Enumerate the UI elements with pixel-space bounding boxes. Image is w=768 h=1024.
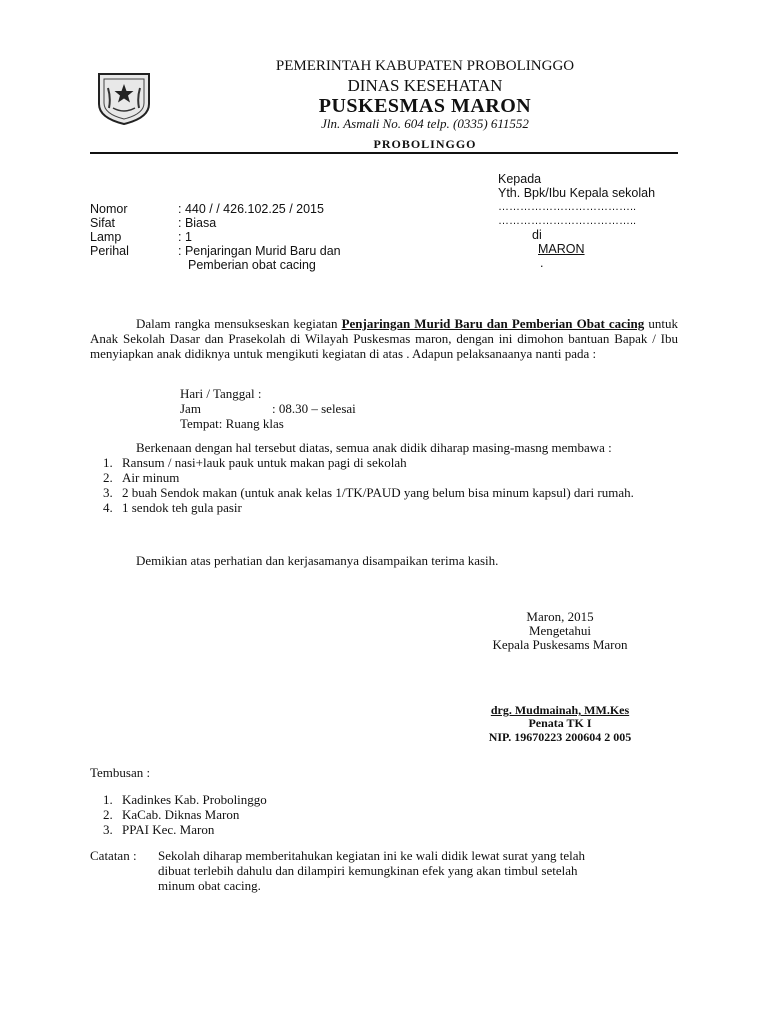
requirements-list — [90, 455, 678, 515]
catatan-line-2: dibuat terlebih dahulu dan dilampiri kemungkinan efek yang akan timbul setelah — [158, 863, 578, 878]
catatan-block — [90, 848, 678, 893]
recipient-dot: . — [540, 256, 544, 270]
meta-value: : Penjaringan Murid Baru dan — [178, 244, 341, 258]
signature-acknowledge: Mengetahui — [528, 623, 592, 638]
recipient-to-label: Kepada — [498, 172, 542, 186]
list-item: 2. KaCab. Diknas Maron — [116, 807, 678, 822]
catatan-label: Catatan : — [90, 848, 137, 863]
list-item: 3. PPAI Kec. Maron — [116, 822, 678, 837]
schedule-jam-label: Jam — [180, 401, 201, 416]
meta-label: Perihal — [90, 244, 129, 258]
body-intro-emphasis: Penjaringan Murid Baru dan Pemberian Obat cacing — [341, 316, 645, 331]
signature-rank: Penata TK I — [528, 716, 592, 730]
body-intro-text: Dalam rangka mensukseskan kegiatan — [136, 316, 342, 331]
recipient-di: di — [532, 228, 542, 242]
signature-place-date: Maron, 2015 — [526, 609, 594, 624]
list-item: 1. Ransum / nasi+lauk pauk untuk makan pagi di sekolah — [116, 455, 678, 470]
meta-perihal-cont — [90, 258, 341, 272]
catatan-line-1: Sekolah diharap memberitahukan kegiatan ini ke wali didik lewat surat yang telah — [158, 848, 586, 863]
body-requirements — [90, 440, 678, 515]
signature-position: Kepala Puskesams Maron — [492, 637, 628, 652]
meta-value: : 440 / / 426.102.25 / 2015 — [178, 202, 324, 216]
schedule-hari: Hari / Tanggal : — [180, 386, 262, 401]
header-government: PEMERINTAH KABUPATEN PROBOLINGGO — [275, 58, 575, 74]
list-item: 2. Air minum — [116, 470, 678, 485]
meta-value: : 1 — [178, 230, 192, 244]
schedule-tempat: Tempat: Ruang klas — [180, 416, 284, 431]
header-address: Jln. Asmali No. 604 telp. (0335) 611552 — [321, 116, 529, 131]
recipient-to-line: Yth. Bpk/Ibu Kepala sekolah — [498, 186, 656, 200]
tembusan-label: Tembusan : — [90, 765, 151, 780]
closing-line: Demikian atas perhatian dan kerjasamanya disampaikan terima kasih. — [136, 553, 499, 568]
letter-meta — [90, 202, 341, 272]
header-puskesmas: PUSKESMAS MARON — [318, 95, 532, 117]
meta-value: Pemberian obat cacing — [188, 258, 316, 272]
recipient-place: MARON — [538, 242, 585, 256]
recipient-dots-1: ……………………………….. — [498, 201, 637, 213]
tembusan-list — [90, 792, 678, 837]
catatan-line-3: minum obat cacing. — [158, 878, 261, 893]
recipient-block — [498, 172, 698, 270]
tembusan-block — [90, 792, 678, 837]
header-city: PROBOLINGGO — [373, 137, 477, 151]
meta-sifat — [90, 216, 341, 230]
header-divider — [90, 152, 678, 154]
meta-lamp — [90, 230, 341, 244]
signature-nip: NIP. 19670223 200604 2 005 — [488, 730, 632, 744]
meta-nomor — [90, 202, 341, 216]
signature-name: drg. Mudmainah, MM.Kes — [490, 703, 630, 717]
list-item: 3. 2 buah Sendok makan (untuk anak kelas 1/TK/PAUD yang belum bisa minum kapsul) dari rumah. — [116, 485, 678, 500]
schedule-block — [180, 386, 580, 431]
schedule-jam — [180, 401, 580, 416]
list-item: 1. Kadinkes Kab. Probolinggo — [116, 792, 678, 807]
body-intro — [90, 316, 678, 361]
meta-label: Sifat — [90, 216, 116, 230]
body-intro-text-cont: untuk Anak Sekolah Dasar dan Prasekolah di Wilayah Puskesmas maron, dengan ini dimohon bantuan Bapak / Ibu menyiapkan anak didiknya untuk mengikuti kegiatan di atas . Adapun pelaksanaanya nanti pada : — [90, 316, 678, 361]
list-item: 4. 1 sendok teh gula pasir — [116, 500, 678, 515]
meta-label: Lamp — [90, 230, 122, 244]
meta-label: Nomor — [90, 202, 128, 216]
meta-value: : Biasa — [178, 216, 217, 230]
recipient-dots-2: ……………………………….. — [498, 215, 637, 227]
regency-emblem-icon — [95, 68, 153, 126]
header-agency: DINAS KESEHATAN — [347, 76, 503, 95]
meta-perihal — [90, 244, 341, 258]
schedule-jam-value: : 08.30 – selesai — [272, 401, 356, 416]
requirements-intro: Berkenaan dengan hal tersebut diatas, semua anak didik diharap masing-masng membawa : — [136, 440, 612, 455]
